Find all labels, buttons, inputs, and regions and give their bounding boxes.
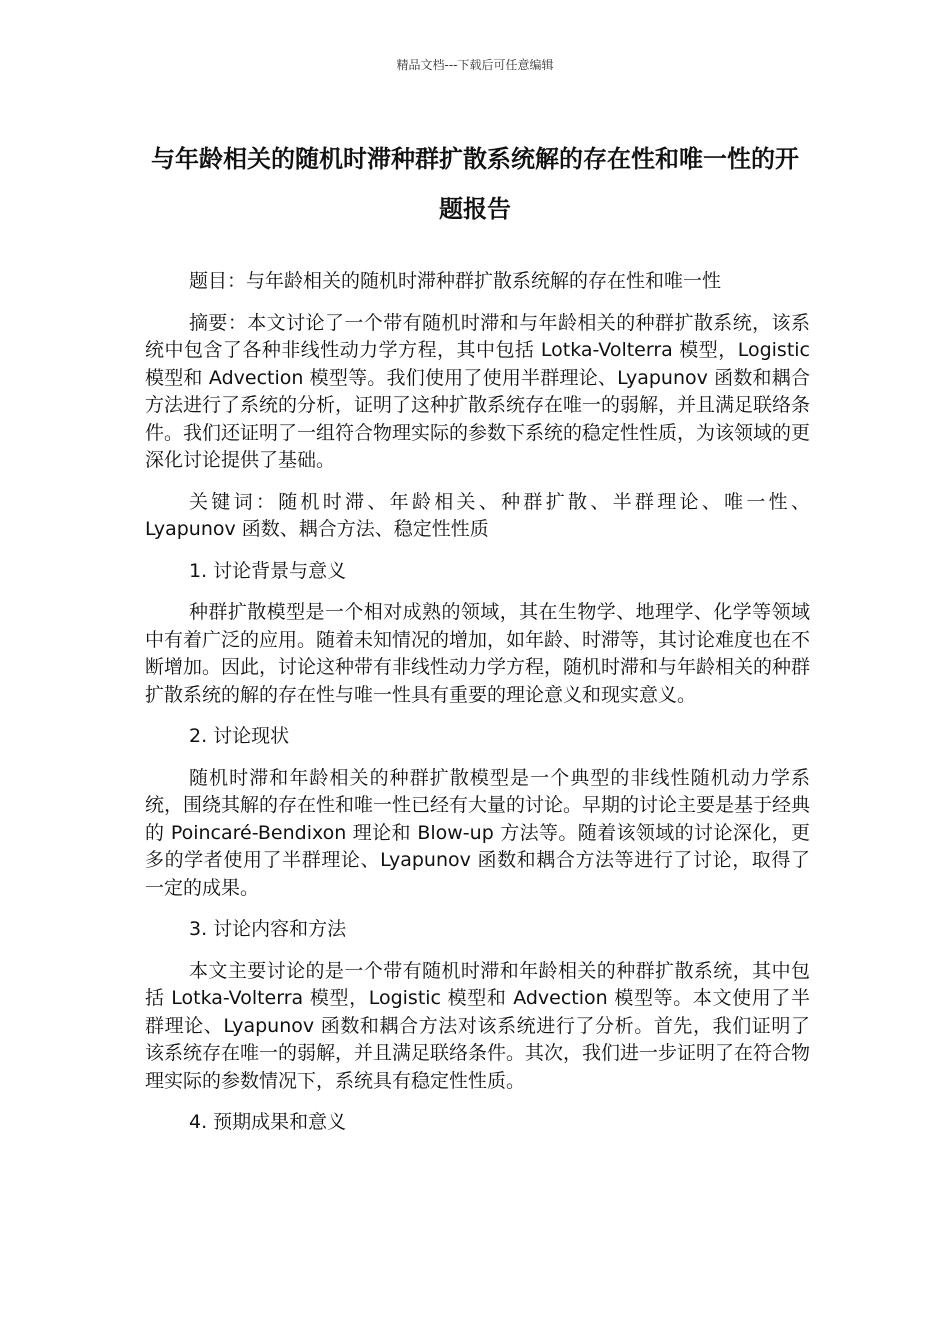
section-heading-background: 1. 讨论背景与意义 [189, 559, 347, 582]
section-body-background: 种群扩散模型是一个相对成熟的领域，其在生物学、地理学、化学等领域中有着广泛的应用。随着未知情况的增加，如年龄、时滞等，其讨论难度也在不断增加。因此，讨论这种带有非线性动力学方程，随机时滞和与年龄相关的种群扩散系统的解的存在性与唯一性具有重要的理论意义和现实意义。 [145, 601, 811, 706]
document-title: 与年龄相关的随机时滞种群扩散系统解的存在性和唯一性的开题报告 [151, 145, 799, 223]
abstract-text: 本文讨论了一个带有随机时滞和与年龄相关的种群扩散系统，该系统中包含了各种非线性动力学方程，其中包括 Lotka-Volterra 模型，Logistic 模型和 Advection 模型等。我们使用了使用半群理论、Lyapunov 函数和耦合方法进行了系统的分析，证明了这种扩散系统存在唯一的弱解，并且满足联络条件。我们还证明了一组符合物理实际的参数下系统的稳定性性质，为该领域的更深化讨论提供了基础。 [145, 311, 811, 471]
keywords-paragraph [145, 489, 810, 544]
section-body-methods: 本文主要讨论的是一个带有随机时滞和年龄相关的种群扩散系统，其中包括 Lotka-Volterra 模型，Logistic 模型和 Advection 模型等。本文使用了半群理论、Lyapunov 函数和耦合方法对该系统进行了分析。首先，我们证明了该系统存在唯一的弱解，并且满足联络条件。其次，我们进一步证明了在符合物理实际的参数情况下，系统具有稳定性性质。 [145, 959, 811, 1092]
section-heading-status: 2. 讨论现状 [189, 725, 290, 747]
abstract-label: 摘要： [189, 311, 248, 334]
topic-label: 题目： [189, 270, 247, 292]
document-body [145, 268, 810, 1151]
abstract-paragraph [145, 310, 810, 475]
section-heading-outcomes: 4. 预期成果和意义 [189, 1111, 347, 1133]
topic-paragraph [145, 268, 810, 296]
section-body-status: 随机时滞和年龄相关的种群扩散模型是一个典型的非线性随机动力学系统，围绕其解的存在性和唯一性已经有大量的讨论。早期的讨论主要是基于经典的 Poincaré-Bendixon 理论和 Blow-up 方法等。随着该领域的讨论深化，更多的学者使用了半群理论、Lyapunov 函数和耦合方法等进行了讨论，取得了一定的成果。 [145, 766, 811, 899]
keywords-text: 随机时滞、年龄相关、种群扩散、半群理论、唯一性、Lyapunov 函数、耦合方法、稳定性性质 [145, 490, 810, 540]
topic-text: 与年龄相关的随机时滞种群扩散系统解的存在性和唯一性 [246, 270, 722, 292]
keywords-label: 关键词： [189, 490, 279, 513]
page-header-watermark: 精品文档---下载后可任意编辑 [396, 58, 554, 72]
section-heading-methods: 3. 讨论内容和方法 [189, 918, 347, 940]
